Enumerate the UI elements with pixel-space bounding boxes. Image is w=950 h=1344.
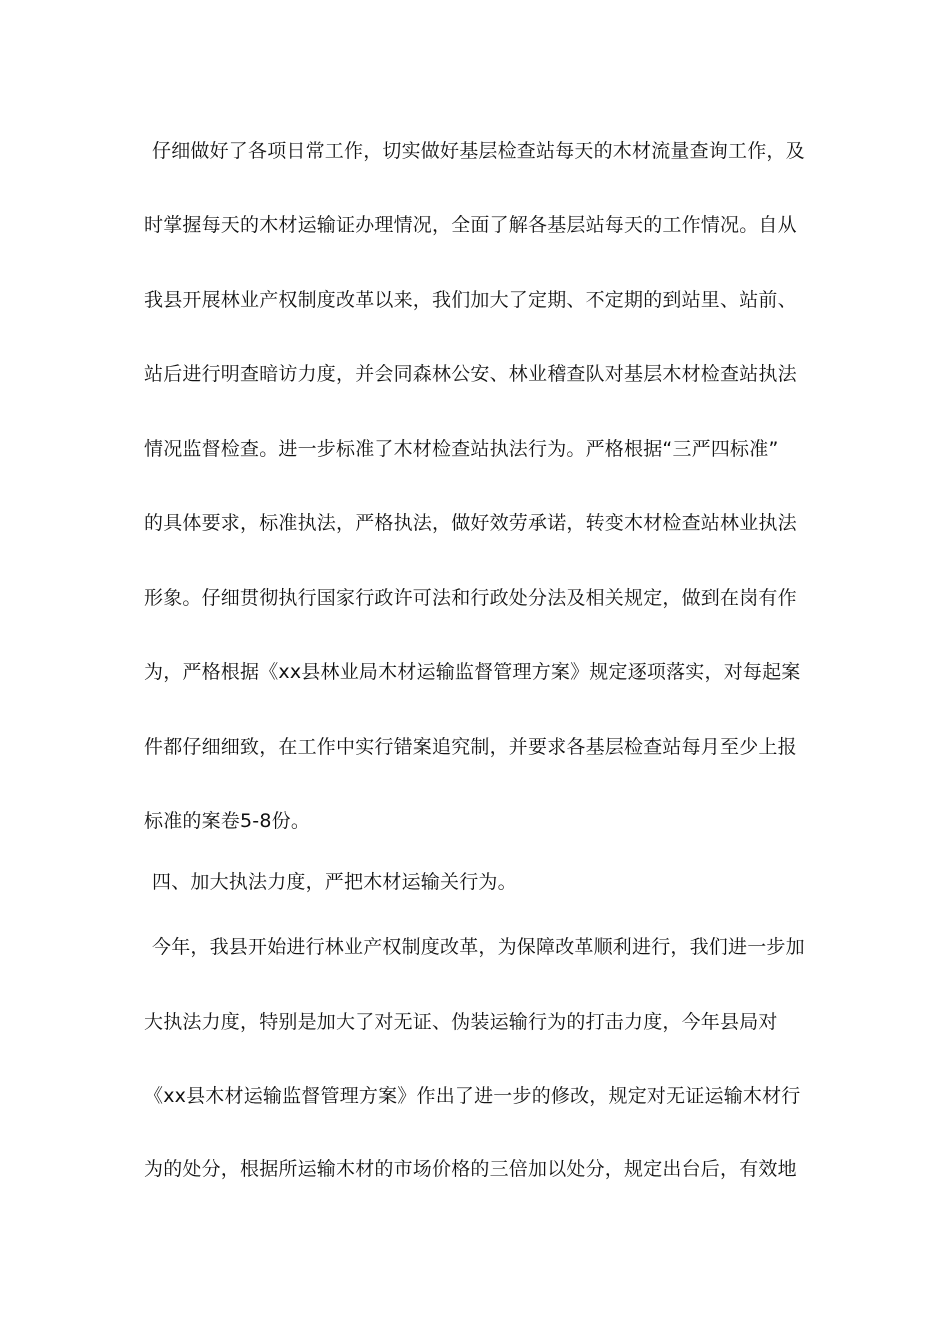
paragraph-line: 件都仔细细致，在工作中实行错案追究制，并要求各基层检查站每月至少上报: [144, 736, 797, 758]
paragraph-line: 大执法力度，特别是加大了对无证、伪装运输行为的打击力度，今年县局对: [144, 1011, 778, 1033]
paragraph-line: 情况监督检查。进一步标准了木材检查站执法行为。严格根据“三严四标准”: [144, 438, 779, 460]
paragraph-line: 《xx县木材运输监督管理方案》作出了进一步的修改，规定对无证运输木材行: [144, 1085, 801, 1107]
paragraph-line: 我县开展林业产权制度改革以来，我们加大了定期、不定期的到站里、站前、: [144, 289, 797, 311]
paragraph-line: 形象。仔细贯彻执行国家行政许可法和行政处分法及相关规定，做到在岗有作: [144, 587, 797, 609]
paragraph-line: 标准的案卷5-8份。: [144, 810, 311, 832]
paragraph-line: 站后进行明查暗访力度，并会同森林公安、林业稽查队对基层木材检查站执法: [144, 363, 797, 385]
paragraph-line: 为的处分，根据所运输木材的市场价格的三倍加以处分，规定出台后，有效地: [144, 1158, 797, 1180]
paragraph-line: 仔细做好了各项日常工作，切实做好基层检查站每天的木材流量查询工作，及: [152, 140, 805, 162]
section-heading: 四、加大执法力度，严把木材运输关行为。: [152, 871, 517, 893]
paragraph-line: 时掌握每天的木材运输证办理情况，全面了解各基层站每天的工作情况。自从: [144, 214, 797, 236]
paragraph-line: 为，严格根据《xx县林业局木材运输监督管理方案》规定逐项落实，对每起案: [144, 661, 801, 683]
paragraph-line: 的具体要求，标准执法，严格执法，做好效劳承诺，转变木材检查站林业执法: [144, 512, 797, 534]
paragraph-line: 今年，我县开始进行林业产权制度改革，为保障改革顺利进行，我们进一步加: [152, 936, 805, 958]
